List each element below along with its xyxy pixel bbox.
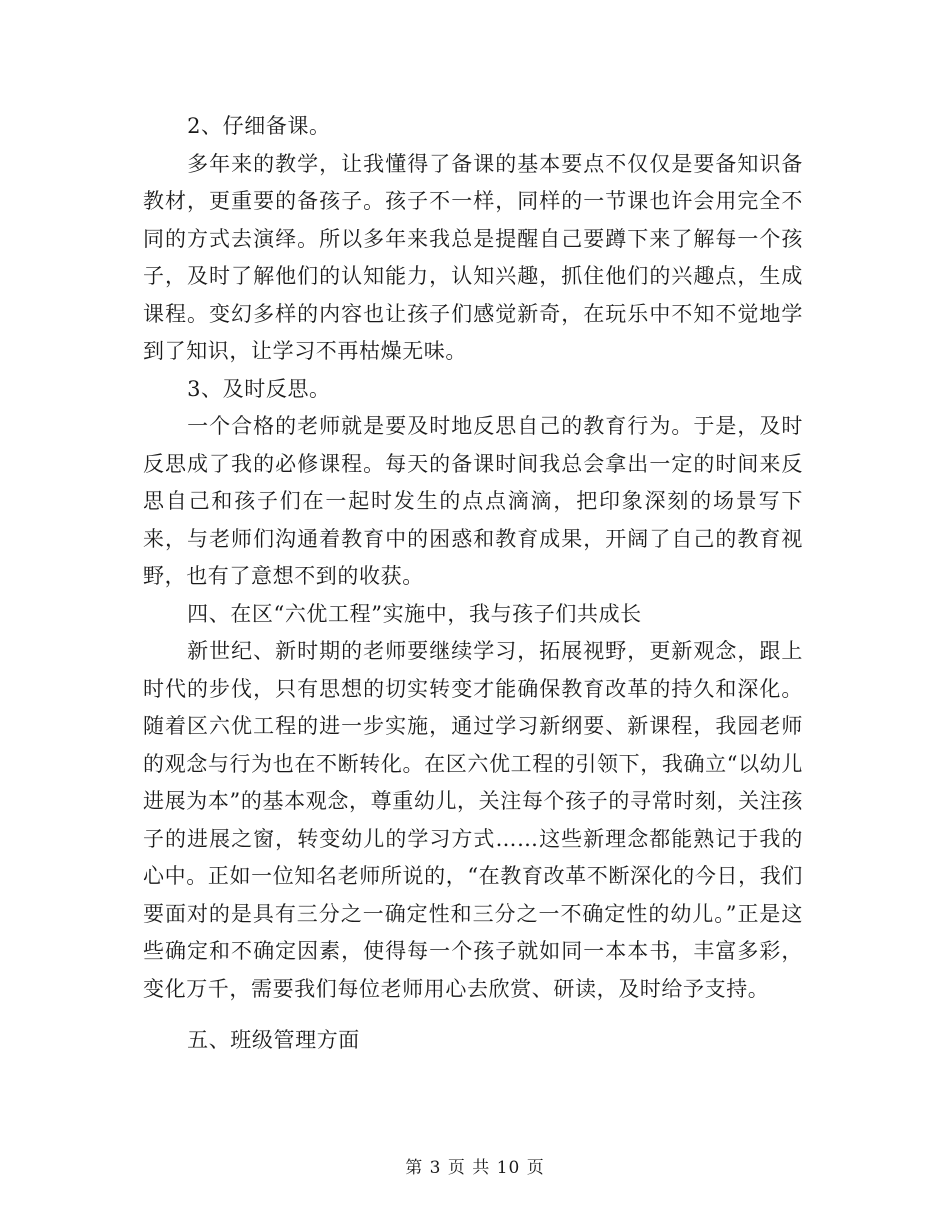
- paragraph-reflection: 一个合格的老师就是要及时地反思自己的教育行为。于是，及时反思成了我的必修课程。每天的备课时间我总会拿出一定的时间来反思自己和孩子们在一起时发生的点点滴滴，把印象深刻的场景写下来，与老师们沟通着教育中的困惑和教育成果，开阔了自己的教育视野，也有了意想不到的收获。: [143, 414, 803, 588]
- section-heading-timely-reflection: 3、及时反思。: [187, 376, 331, 401]
- section-heading-class-management: 五、班级管理方面: [187, 1028, 360, 1052]
- page-number-footer: 第 3 页 共 10 页: [405, 1158, 545, 1178]
- paragraph-six-excellence-project: 新世纪、新时期的老师要继续学习，拓展视野，更新观念，跟上时代的步伐，只有思想的切实转变才能确保教育改革的持久和深化。随着区六优工程的进一步实施，通过学习新纲要、新课程，我园老师的观念与行为也在不断转化。在区六优工程的引领下，我确立“以幼儿进展为本”的基本观念，尊重幼儿，关注每个孩子的寻常时刻，关注孩子的进展之窗，转变幼儿的学习方式……这些新理念都能熟记于我的心中。正如一位知名老师所说的，“在教育改革不断深化的今日，我们要面对的是具有三分之一确定性和三分之一不确定性的幼儿。”正是这些确定和不确定因素，使得每一个孩子就如同一本本书，丰富多彩，变化万千，需要我们每位老师用心去欣赏、研读，及时给予支持。: [143, 639, 803, 1001]
- section-heading-six-excellence-project: 四、在区“六优工程”实施中，我与孩子们共成长: [187, 601, 642, 626]
- document-body: [143, 108, 803, 1060]
- section-heading-careful-lesson-prep: 2、仔细备课。: [187, 114, 331, 138]
- paragraph-lesson-prep: 多年来的教学，让我懂得了备课的基本要点不仅仅是要备知识备教材，更重要的备孩子。孩子不一样，同样的一节课也许会用完全不同的方式去演绎。所以多年来我总是提醒自己要蹲下来了解每一个孩子，及时了解他们的认知能力，认知兴趣，抓住他们的兴趣点，生成课程。变幻多样的内容也让孩子们感觉新奇，在玩乐中不知不觉地学到了知识，让学习不再枯燥无味。: [143, 151, 803, 363]
